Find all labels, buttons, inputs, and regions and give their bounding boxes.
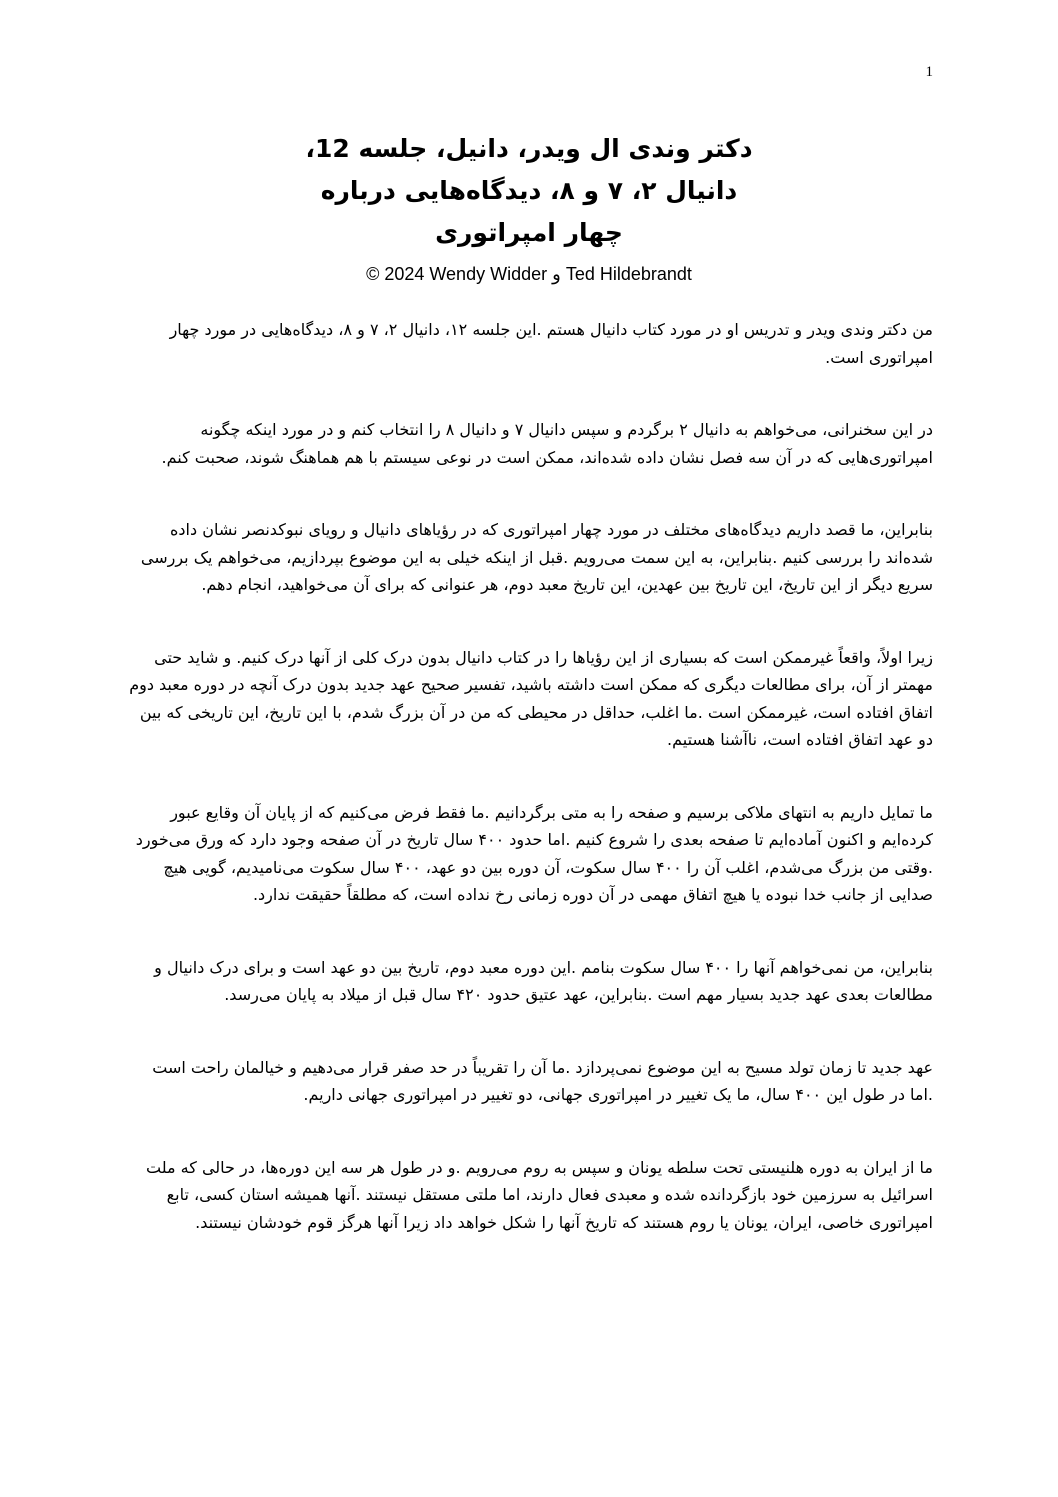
copyright-line: © 2024 Wendy Widder و Ted Hildebrandt: [366, 264, 692, 284]
paragraph-3: بنابراین، ما قصد داریم دیدگاه‌های مختلف در مورد چهار امپراتوری که در رؤیاهای دانیال و رویای نبوکدنصر نشان داده شده‌اند را بررسی کنیم .بنابراین، به این سمت می‌رویم .قبل از اینکه خیلی به این موضوع بپردازیم، می‌خواهم یک بررسی سریع دیگر از این تاریخ، این تاریخ بین عهدین، این تاریخ معبد دوم، هر عنوانی که برای آن می‌خواهید، انجام دهم.: [140, 520, 933, 594]
paragraph-6: بنابراین، من نمی‌خواهم آنها را ۴۰۰ سال سکوت بنامم .این دوره معبد دوم، تاریخ بین دو عهد است و برای درک دانیال و مطالعات بعدی عهد جدید بسیار مهم است .بنابراین، عهد عتیق حدود ۴۲۰ سال قبل از میلاد به پایان می‌رسد.: [154, 957, 933, 1004]
document-body: [127, 316, 933, 1281]
title-line-1: دکتر وندی ال ویدر، دانیل، جلسه 12،: [305, 134, 753, 163]
paragraph-4: زیرا اولاً، واقعاً غیرممکن است که بسیاری از این رؤیاها را در کتاب دانیال بدون درک کلی از آنها درک کنیم. و شاید حتی مهمتر از آن، برای مطالعات دیگری که ممکن است داشته باشید، تفسیر صحیح عهد جدید بدون درک آنچه در دوره معبد دوم اتفاق افتاده است، غیرممکن است .ما اغلب، حداقل در محیطی که من در آن بزرگ شدم، با این تاریخ، این تاریخی که بین دو عهد اتفاق افتاده است، ناآشنا هستیم.: [129, 647, 933, 749]
paragraph-5: ما تمایل داریم به انتهای ملاکی برسیم و صفحه را به متی برگردانیم .ما فقط فرض می‌کنیم که از پایان آن وقایع عبور کرده‌ایم و اکنون آماده‌ایم تا صفحه بعدی را شروع کنیم .اما حدود ۴۰۰ سال تاریخ در آن صفحه وجود دارد که ورق می‌خورد .وقتی من بزرگ می‌شدم، اغلب آن را ۴۰۰ سال سکوت، آن دوره بین دو عهد، ۴۰۰ سال سکوت می‌نامیدیم، گویی هیچ صدایی از جانب خدا نبوده یا هیچ اتفاق مهمی در آن دوره زمانی رخ نداده است، که مطلقاً حقیقت ندارد.: [135, 802, 933, 904]
paragraph-2: در این سخنرانی، می‌خواهم به دانیال ۲ برگردم و سپس دانیال ۷ و دانیال ۸ را انتخاب کنم و در مورد اینکه چگونه امپراتوری‌هایی که در آن سه فصل نشان داده شده‌اند، ممکن است در نوعی سیستم با هم هماهنگ شوند، صحبت کنم.: [161, 420, 933, 467]
page-number: 1: [925, 64, 933, 80]
title-line-3: چهار امپراتوری: [435, 218, 623, 247]
paragraph-1: من دکتر وندی ویدر و تدریس او در مورد کتاب دانیال هستم .این جلسه ۱۲، دانیال ۲، ۷ و ۸، دیدگاه‌هایی در مورد چهار امپراتوری است.: [169, 320, 933, 367]
title-line-2: دانیال ۲، ۷ و ۸، دیدگاه‌هایی درباره: [320, 176, 738, 205]
title-block: [0, 128, 1058, 286]
paragraph-8: ما از ایران به دوره هلنیستی تحت سلطه یونان و سپس به روم می‌رویم .و در طول هر سه این دوره‌ها، در حالی که ملت اسرائیل به سرزمین خود بازگردانده شده و معبدی فعال دارند، اما ملتی مستقل نیستند .آنها همیشه استان کسی، تابع امپراتوری خاصی، ایران، یونان یا روم هستند که تاریخ آنها را شکل خواهد داد زیرا آنها هرگز قوم خودشان نیستند.: [146, 1157, 933, 1232]
paragraph-7: عهد جدید تا زمان تولد مسیح به این موضوع نمی‌پردازد .ما آن را تقریباً در حد صفر قرار می‌دهیم و خیالمان راحت است .اما در طول این ۴۰۰ سال، ما یک تغییر در امپراتوری جهانی، دو تغییر در امپراتوری جهانی داریم.: [152, 1057, 933, 1104]
